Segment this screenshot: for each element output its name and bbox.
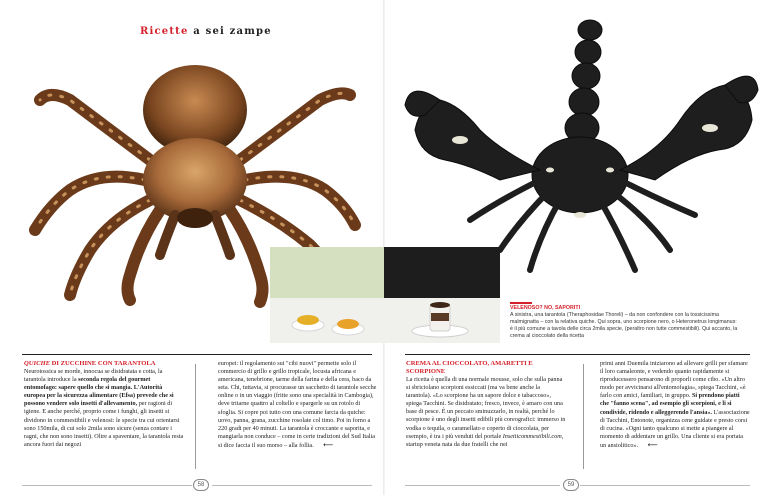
text-run: Neurotossica se morde, innocua se disidratata e cotta, la tarantola introduce la — [24, 368, 163, 384]
heading-rest: DI ZUCCHINE CON TARANTOLA — [51, 360, 156, 367]
footer-rule — [405, 485, 560, 486]
right-top-rule — [405, 354, 750, 355]
paragraph — [218, 360, 378, 450]
paragraph — [24, 368, 184, 449]
text-run: La ricetta è quella di una normale mousse, solo che sulla panna si sbriciolano scorpioni essiccati (ma va bene anche la tarantola). «Lo scorpione ha un sapore dolce e tabaccoso», spiega Tacchini. Se disidratato; fresco, invece, è amaro con una base di pesce. È un peccato sminuzzarlo, in realtà, perché lo scorpione è uno degli insetti edibili più coreografici: immerso in vodka o tequila, o caramellato e coperto di cioccolata, per esempio, è tra i più venduti del portale — [406, 376, 566, 440]
end-mark-icon: ⟵ — [647, 440, 658, 449]
recipe-heading-quiche — [24, 360, 184, 368]
footer-rule — [580, 485, 750, 486]
section-header-red: Ricette — [140, 26, 189, 37]
text-run: primi anni Duemila iniziarono ad allevare grilli per sfamare il loro camaleonte, e vedendo quanto rapidamente si riproducessero pensarono di proporli come cibo. — [600, 360, 748, 384]
paragraph — [406, 376, 566, 449]
recipe-heading-crema: CREMA AL CIOCCOLATO, AMARETTI E SCORPIONE — [406, 360, 533, 375]
section-header — [140, 26, 272, 37]
section-header-dark: a sei zampe — [193, 26, 272, 37]
caption-text: A sinistra, una tarantola (Theraphosidae Thoreli) – da non confondere con la tossicissima malmignatta – con la relativa quiche. Qui sopra, uno scorpione nero, o Heteronetrus longimanus: è il più comune a tavola delle circa 2mila specie, (peraltro non tutte commestibili). Qui accanto, la crema al cioccolato della ricetta — [510, 312, 738, 339]
page-number-right: 59 — [563, 479, 579, 491]
footer-rule — [212, 485, 372, 486]
footer-rule — [22, 485, 192, 486]
paragraph — [600, 360, 750, 450]
caption-title: VELENOSO? NO, SAPORITI — [510, 305, 581, 311]
text-bold: Si prendono piatti che "fanno scena", ad esempio gli scorpioni, e li si condivide, ridendo e alleggerendo l'ansia». — [600, 392, 740, 416]
article-column-3 — [406, 360, 566, 449]
text-run: «Un altro modo per avvicinarsi all'entomofagia», spiega Tacchini, «è farlo con amici, familiari, in gruppo. — [600, 376, 746, 400]
article-column-1 — [24, 360, 184, 449]
caption-accent-bar — [510, 302, 532, 304]
end-mark-icon: ⟵ — [323, 440, 334, 449]
text-run: per ragioni di igiene. E anche perché, proprio come i funghi, gli insetti si dividono in commestibili e velenosi: le specie tra cui orientarsi sono 150mila, di cui solo 2mila sono sicure (senza contare i ragni, che non sono insetti). Oltre a spaventare, la tarantola resta ancora fuori dai negozi — [24, 400, 184, 448]
column-separator-right — [583, 364, 584, 469]
text-run: , startup veneta nata da due fratelli che nei — [406, 432, 564, 448]
heading-italic: QUICHE — [24, 360, 51, 367]
left-top-rule — [22, 354, 372, 355]
text-bold: L'Autorità europea per la sicurezza alimentare (Efsa) prevede che si possono vendere solo insetti d'allevamento, — [24, 384, 174, 408]
article-column-2 — [218, 360, 378, 450]
text-run: europei: il regolamento sui "cibi nuovi" permette solo il commercio di grillo e grillo tropicale, locusta africana e americana, tenebrione, tarme della farina e della cera, baco da seta. Chi, tuttavia, si procurasse un sacchetto di tarantole secche online o in un viaggio (fritte sono una specialità in Cambogia), deve tritarne quattro al coltello e spargerle su un rotolo di sfoglia. Si copre poi tutto con una comune farcia da quiche: uovo, panna, grana, zucchine rosolate col timo. Poi in forno a 220 gradi per 40 minuti. La tarantola è croccante e saporita, e mangiarla non conduce – come in certe tradizioni del Sud Italia si dice faccia il suo morso – alla follia. — [218, 360, 377, 449]
column-separator-left — [195, 364, 196, 469]
dessert-items — [270, 247, 500, 343]
text-italic: Insetticommestibili.com — [502, 432, 562, 440]
text-bold: seconda regola del gourmet entomofago: sapere quello che si mangia. — [24, 376, 151, 392]
article-column-4 — [600, 360, 750, 450]
page-number-left: 58 — [193, 479, 209, 491]
text-run: L'associazione di Tacchini, Entonote, organizza cene guidate e presto corsi di cucina. «Ogni tanto qualcuno si mette a piangere al momento di addentare un grillo. Una cliente si era portata un ansiolitico». — [600, 408, 750, 449]
dessert-photo — [270, 247, 500, 343]
photo-caption — [510, 302, 740, 340]
